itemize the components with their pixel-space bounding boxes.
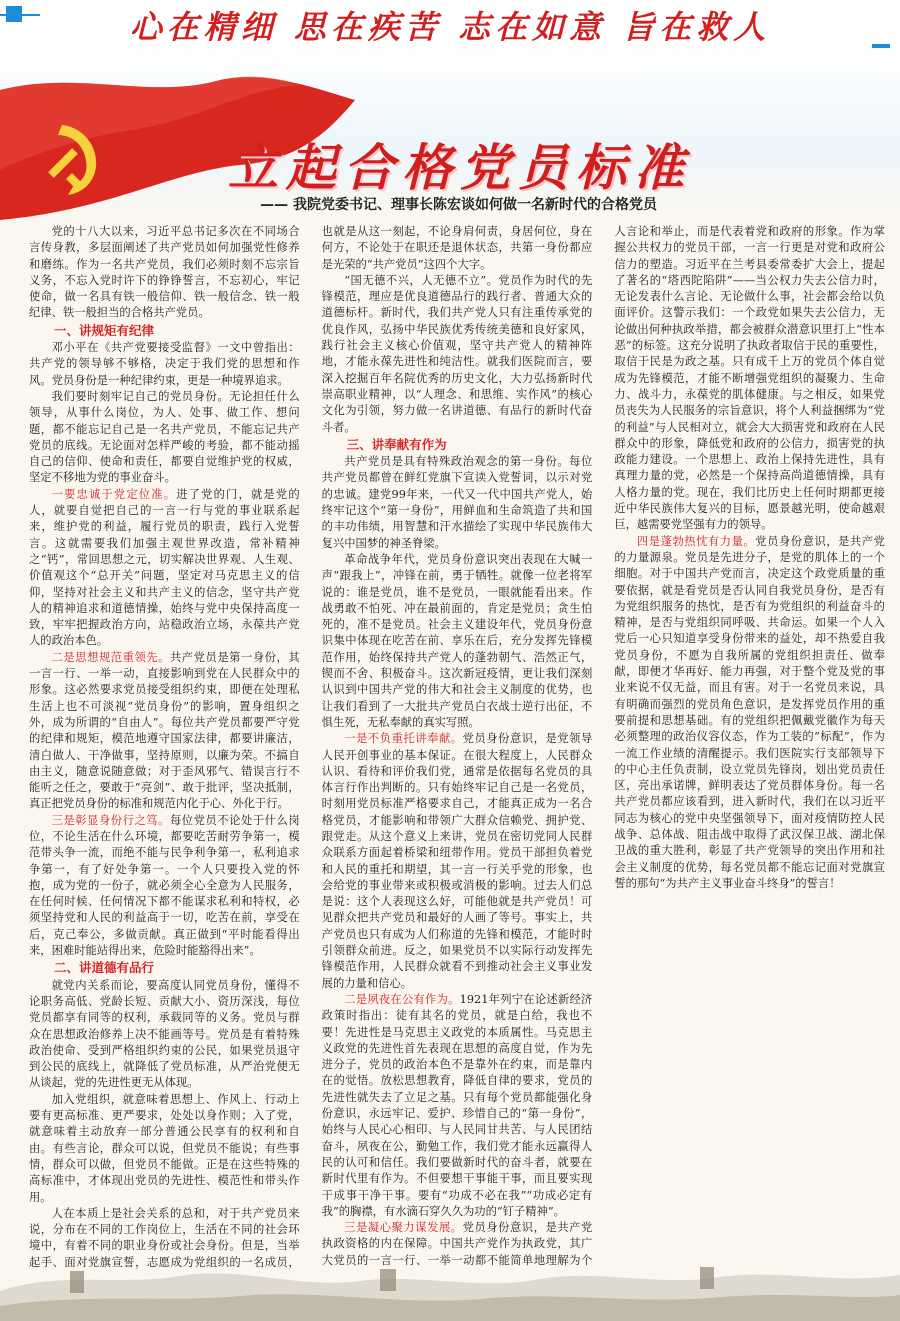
article-body xyxy=(29,224,885,1274)
paragraph xyxy=(29,487,300,650)
subsection-label: 二是思想规范重领先。 xyxy=(51,650,170,664)
section-heading: 二、讲道德有品行 xyxy=(54,960,155,976)
subsection-label: 一是不负重托讲奉献。 xyxy=(344,732,463,746)
subsection-label: 三是彰显身份行之笃。 xyxy=(51,813,170,827)
paragraph-text: 党员身份意识，是党领导人民开创事业的基本保证。在很大程度上，人民群众认识、看待和评价我们党，通常是依据每名党员的具体言行作出判断的。只有始终牢记自己是一名党员，时刻用党员标准严格要求自己，才能真正成为一名合格党员，才能影响和带领广大群众信赖党、拥护党、跟党走。从这个意义上来讲，党员在密切党同人民群众联系方面起着桥梁和纽带作用。党员干部担负着党和人民的重托和期望，其一言一行关乎党的形象，也会给党的事业带来或积极或消极的影响。过去人们总是说：这个人表现这么好，可能他就是共产党员！可见群众把共产党员和最好的人画了等号。事实上，共产党员也只有成为人们称道的先锋和模范，才能时时引领群众前进。反之，如果党员不以实际行动发挥先锋模范作用，人民群众就看不到推动社会主义事业发展的力量和信心。 xyxy=(321,732,593,990)
paragraph-text: 每位党员不论处于什么岗位，不论生活在什么环境，都要吃苦耐劳争第一，模范带头争一流，而绝不能与民争利争第一，私利追求争第一，有了好处争第一。一个人只要投入党的怀抱，成为党的一份子，就必须全心全意为人民服务，在任何时候、任何情况下都不能谋求私利和特权，必须坚持党和人民的利益高于一切，吃苦在前，享受在后，克己奉公，多做贡献。真正做到“平时能看得出来，困难时能站得出来，危险时能豁得出来”。 xyxy=(29,813,300,958)
paragraph xyxy=(29,650,300,813)
intro-paragraph: 党的十八大以来，习近平总书记多次在不同场合言传身教，多层面阐述了共产党员如何加强党性修养和磨练。作为一名共产党员，我们必须时刻不忘宗旨义务，不忘入党时许下的铮铮誓言，不忘初心，牢记使命，做一名具有铁一般信仰、铁一般信念、铁一般纪律、铁一般担当的合格共产党员。 xyxy=(29,225,300,320)
paragraph: 加入党组织，就意味着思想上、作风上、行动上要有更高标准、更严要求，处处以身作则；入了党，就意味着主动放弃一部分普通公民享有的权利和自由。有些言论，群众可以说，但党员不能说；有些事情，群众可以做，但党员不能做。正是在这些特殊的高标准中，才体现出党员的先进性、模范性和带头作用。 xyxy=(29,1092,300,1204)
paragraph-text: 党员身份意识，是共产党的力量源泉。党员是先进分子，是党的肌体上的一个细胞。对于中国共产党而言，决定这个政党质量的重要依据，就是看党员是否认同自我党员身份，是否有为党组织服务的热忱，是否有为党组织的利益奋斗的精神，是否与党组织同呼吸、共命运。如果一个人入党后一心只知道享受身份带来的益处，却不热爱自我党员身份，不愿为自我所属的党组织担责任、做奉献，即便才华再好、能力再强，对于整个党及党的事业来说不仅无益，而且有害。对于一名党员来说，具有明确而强烈的党员角色意识，是发挥党员作用的重要前提和思想基础。有的党组织把佩戴党徽作为每天必须整理的政治仪容仪态，作为工装的“标配”，作为一流工作业绩的清醒提示。我们医院实行支部领导下的中心主任负责制，设立党员先锋岗，划出党员责任区，亮出承诺牌，鲜明表达了党员群体身份。每一名共产党员都应该看到，进入新时代，我们在以习近平同志为核心的党中央坚强领导下，面对疫情防控人民战争、总体战、阻击战中取得了武汉保卫战、湖北保卫战的重大胜利，彰显了共产党领导的突出作用和社会主义制度的优势，每名党员都不能忘记面对党旗宣誓的那句“为共产主义事业奋斗终身”的誓言！ xyxy=(614,534,885,890)
top-banner xyxy=(0,0,900,48)
hospital-slogan: 心在精细 思在疾苦 志在如意 旨在救人 xyxy=(129,8,771,46)
section-heading: 三、讲奉献有作为 xyxy=(346,436,447,452)
paragraph-text: 1921年列宁在论述新经济政策时指出：徒有其名的党员，就是白给，我也不要！先进性是马克思主义政党的本质属性。马克思主义政党的先进性首先表现在思想的高度自觉，作为先进分子，党员的政治本色不是靠外在约束，而是靠内在的觉悟。放松思想教育，降低自律的要求，党员的先进性就失去了立足之基。只有每个党员都能强化身份意识，永远牢记、爱护、珍惜自己的“第一身份”，始终与人民心心相印、与人民同甘共苦、与人民团结奋斗，夙夜在公，勤勉工作，我们党才能永远赢得人民的认可和信任。我们要做新时代的奋斗者，就要在新时代里有作为。不但要想干事能干事，而且要实现干成事干净干事。要有“功成不必在我”“功成必定有我”的胸襟，有水滴石穿久久为功的“钉子精神”。 xyxy=(321,992,593,1218)
great-wall-footer-art xyxy=(0,1251,900,1321)
article-subtitle: —— 我院党委书记、理事长陈宏谈如何做一名新时代的合格党员 xyxy=(260,197,657,213)
paragraph: 就党内关系而论，要高度认同党员身份，懂得不论职务高低、党龄长短、贡献大小、资历深浅，每位党员都享有同等的权利，承载同等的义务。党员与群众在思想政治修养上决不能画等号。党员是有着特殊政治使命、受到严格组织约束的公民，如果党员退守到公民的底线上，就降低了党员标准，从严治党便无从谈起，党的先进性更无从体现。 xyxy=(29,978,300,1090)
paragraph xyxy=(322,731,593,992)
paragraph xyxy=(29,813,300,960)
paragraph xyxy=(322,992,593,1220)
paragraph xyxy=(614,534,885,893)
subsection-label: 一要忠诚于党定位准。 xyxy=(51,487,177,501)
article-title: 立起合格党员标准 xyxy=(228,138,692,197)
paragraph: 革命战争年代，党员身份意识突出表现在大喊一声“跟我上”，冲锋在前，勇于牺牲。就像一位老将军说的：谁是党员，谁不是党员，一眼就能看出来。作战勇敢不怕死、冲在最前面的，肯定是党员；贪生怕死的，准不是党员。社会主义建设年代，党员身份意识集中体现在吃苦在前、享乐在后，充分发挥先锋模范作用，始终保持共产党人的蓬勃朝气、浩然正气，锲而不舍、积极奋斗。这次新冠疫情，更让我们深刻认识到中国共产党的伟大和社会主义制度的优势，也让我们看到了一大批共产党员白衣战士逆行出征，不惧生死，无私奉献的真实写照。 xyxy=(321,552,593,729)
paragraph: “国无德不兴，人无德不立”。党员作为时代的先锋模范，理应是优良道德品行的践行者、普通大众的道德标杆。新时代，我们共产党人只有注重传承党的优良作风，弘扬中华民族优秀传统美德和良好家风，践行社会主义核心价值观，坚守共产党人的精神阵地，才能永葆先进性和纯洁性。就我们医院而言，要深入挖掘百年名院优秀的历史文化，大力弘扬新时代崇高职业精神，以“人理念、和思维、实作风”的核心文化为引领，努力做一名讲道德、有品行的新时代奋斗者。 xyxy=(321,273,593,434)
paragraph: 人在本质上是社会关系的总和，对于共产党员来说，分布在不同的工作岗位上，生活在不同的社会环境中，有着不同的职业身份或社会身份。但是，当举起手、面对党旗宣誓，志愿成为党组织的一名成员，也就是从这一刻起，不论身肩何责，身居何位，身在何方，不论处于在职还是退休状态，共第一身份都应是光荣的“共产党员”这四个大字。 xyxy=(29,225,593,1269)
paragraph-text: 进了党的门，就是党的人，就要自觉把自己的一言一行与党的事业联系起来，维护党的利益，履行党员的职责，践行入党誓言。这就需要我们加强主观世界改造，常补精神之“钙”，常回思想之元，切实解决世界观、人生观、价值观这个“总开关”问题，坚定对马克思主义的信仰，坚持对社会主义和共产主义的信念，坚守共产党人的精神追求和道德情操，始终与党中央保持高度一致，牢牢把握政治方向，站稳政治立场，永葆共产党人的政治本色。 xyxy=(29,487,300,648)
paragraph: 我们要时刻牢记自己的党员身份。无论担任什么领导，从事什么岗位，为人、处事、做工作、想问题，都不能忘记自己是一名共产党员，不能忘记共产党员的底线。无论面对怎样严峻的考验，都不能动摇自己的信仰、使命和责任，都要自觉维护党的权威，坚定不移地为党的事业奋斗。 xyxy=(29,389,300,485)
subsection-label: 二是夙夜在公有作为。 xyxy=(344,992,460,1006)
paragraph: 共产党员是具有特殊政治观念的第一身份。每位共产党员都曾在鲜红党旗下宣读入党誓词，以示对党的忠诚。建党99年来，一代又一代中国共产党人，始终牢记这个“第一身份”，用鲜血和生命筑造了共和国的丰功伟绩，用智慧和汗水描绘了实现中华民族伟大复兴中国梦的神圣脊梁。 xyxy=(321,455,593,550)
paragraph: 邓小平在《共产党要接受监督》一文中曾指出：共产党的领导够不够格，决定于我们党的思想和作风。党员身份是一种纪律约束，更是一种境界追求。 xyxy=(29,341,300,387)
subsection-label: 四是蓬勃热忱有力量。 xyxy=(636,534,756,548)
section-heading: 一、讲规矩有纪律 xyxy=(54,322,155,338)
subsection-label: 三是凝心聚力谋发展。 xyxy=(344,1221,463,1235)
paragraph-text: 党员身份意识，是共产党执政资格的内在保障。中国共产党作为执政党，其广大党员的一言一行、一举一动都不能简单地理解为个人言论和举止，而是代表着党和政府的形象。作为掌握公共权力的党员干部，一言一行更是对党和政府公信力的塑造。习近平在兰考县委常委扩大会上，提起了著名的“塔西陀陷阱”——当公权力失去公信力时，无论发表什么言论、无论做什么事，社会都会给以负面评价。这警示我们：一个政党如果失去公信力，无论做出何种执政举措，都会被群众潜意识里打上“性本恶”的标签。这充分说明了执政者取信于民的重要性，取信于民是为政之基。只有成千上万的党员个体自觉成为先锋模范，才能不断增强党组织的凝聚力、生命力、战斗力，永葆党的肌体健康。与之相反，如果党员丧失为人民服务的宗旨意识，将个人利益捆绑为“党的利益”与人民相对立，就会大大损害党和政府在人民群众中的形象，降低党和政府的公信力，损害党的执政能力建设。一个思想上、政治上保持先进性，具有真理力量的党，必然是一个保持高尚道德情操，具有人格力量的党。现在，我们比历史上任何时期都更接近中华民族伟大复兴的目标，愿景越光明，使命越艰巨，越需要党坚强有力的领导。 xyxy=(321,225,885,1267)
paragraph-text: 共产党员是第一身份，其一言一行、一举一动，直接影响到党在人民群众中的形象。这必然要求党员接受组织约束，即便在处理私生活上也不可淡视“党员身份”的影响，置身组织之外，成为所谓的“自由人”。每位共产党员都要严守党的纪律和规矩，模范地遵守国家法律，都要讲廉洁，清白做人、干净做事，坚持原则，以廉为荣。不搞自由主义，随意说随意做；对于歪风邪气、错误言行不能听之任之，要敢于“亮剑”、敢于批评，坚决抵制，真正把党员身份的标准和规范内化于心、外化于行。 xyxy=(29,650,300,811)
